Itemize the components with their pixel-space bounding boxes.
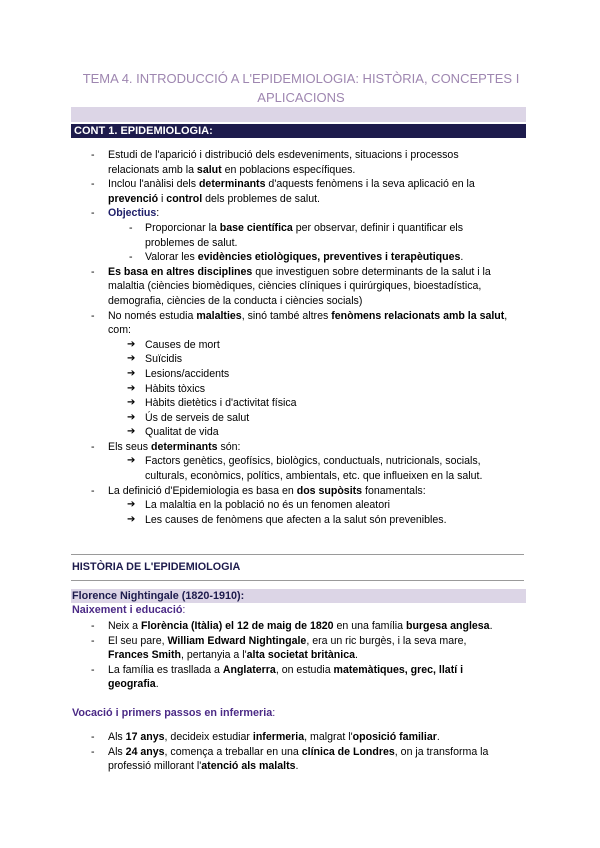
text: Inclou l'anàlisi dels determinants d'aquests fenòmens i la seva aplicació en la xyxy=(108,178,475,191)
text: demografia, ciències de la conducta i ciències socials) xyxy=(108,294,363,307)
sub-bullet-line xyxy=(0,250,600,265)
bullet-line xyxy=(0,663,600,678)
bullet-line xyxy=(0,484,600,499)
arrow-item xyxy=(0,367,600,382)
text: Als 24 anys, comença a treballar en una clínica de Londres, on ja transforma la xyxy=(108,745,489,758)
bullet-line xyxy=(0,440,600,455)
arrow-icon: ➔ xyxy=(127,499,136,511)
arrow-item xyxy=(0,425,600,440)
section-content xyxy=(0,148,600,527)
bullet-line-continued xyxy=(0,759,600,774)
arrow-item xyxy=(0,338,600,353)
dash-marker: - xyxy=(91,484,95,497)
text: problemes de salut. xyxy=(145,236,238,249)
document-title: TEMA 4. INTRODUCCIÓ A L'EPIDEMIOLOGIA: HISTÒRIA, CONCEPTES I APLICACIONS xyxy=(82,71,520,105)
arrow-item xyxy=(0,513,600,528)
vocacio-list xyxy=(0,730,600,774)
dash-marker: - xyxy=(91,178,95,191)
bullet-line xyxy=(0,730,600,745)
bullet-line-continued xyxy=(0,323,600,338)
arrow-icon: ➔ xyxy=(127,367,136,379)
arrow-icon: ➔ xyxy=(127,426,136,438)
dash-marker: - xyxy=(129,221,133,234)
sub-bullet-line-continued xyxy=(0,236,600,251)
text: Factors genètics, geofísics, biològics, conductuals, nutricionals, socials, xyxy=(145,455,481,468)
text: com: xyxy=(108,324,131,337)
bullet-line-continued xyxy=(0,192,600,207)
text: Es basa en altres disciplines que investiguen sobre determinants de la salut i la xyxy=(108,265,491,278)
bullet-line xyxy=(0,309,600,324)
text: relacionats amb la salut en poblacions específiques. xyxy=(108,163,356,176)
arrow-item xyxy=(0,498,600,513)
text: Als 17 anys, decideix estudiar infermeria, malgrat l'oposició familiar. xyxy=(108,731,440,743)
arrow-icon: ➔ xyxy=(127,353,136,365)
naixement-list xyxy=(0,619,600,692)
text: Lesions/accidents xyxy=(145,367,230,380)
arrow-item xyxy=(0,411,600,426)
section-heading-epidemiologia: CONT 1. EPIDEMIOLOGIA: xyxy=(71,124,526,138)
text: Estudi de l'aparició i distribució dels esdeveniments, situacions i processos xyxy=(108,149,459,161)
arrow-item xyxy=(0,454,600,469)
bullet-line-continued xyxy=(0,648,600,663)
bullet-line-continued xyxy=(0,279,600,294)
text: professió millorant l'atenció als malalts. xyxy=(108,760,299,773)
text: Hàbits tòxics xyxy=(145,382,206,395)
title-underline-band xyxy=(71,107,526,122)
dash-marker: - xyxy=(91,731,95,743)
bullet-line xyxy=(0,177,600,192)
text: Ús de serveis de salut xyxy=(145,411,250,424)
arrow-item xyxy=(0,382,600,397)
text: No només estudia malalties, sinó també altres fenòmens relacionats amb la salut, xyxy=(108,309,508,322)
text: Hàbits dietètics i d'activitat física xyxy=(145,397,297,410)
subheading-vocacio: Vocació i primers passos en infermeria: xyxy=(72,707,276,719)
dash-marker: - xyxy=(91,440,95,453)
text: El seu pare, William Edward Nightingale, era un ric burgès, i la seva mare, xyxy=(108,634,467,647)
text: prevenció i control dels problemes de salut. xyxy=(108,192,320,205)
text: Valorar les evidències etiològiques, preventives i terapèutiques. xyxy=(145,251,464,264)
bullet-line-continued xyxy=(0,677,600,692)
arrow-icon: ➔ xyxy=(127,382,136,394)
bullet-line-objectius xyxy=(0,206,600,221)
text: Qualitat de vida xyxy=(145,426,219,439)
text: La definició d'Epidemiologia es basa en dos supòsits fonamentals: xyxy=(108,484,426,497)
arrow-icon: ➔ xyxy=(127,513,136,525)
bullet-line-continued xyxy=(0,163,600,178)
divider-line xyxy=(71,580,524,581)
dash-marker: - xyxy=(91,663,95,676)
text: Les causes de fenòmens que afecten a la salut són prevenibles. xyxy=(145,513,447,526)
arrow-icon: ➔ xyxy=(127,411,136,423)
arrow-item xyxy=(0,396,600,411)
text: culturals, econòmics, polítics, ambientals, etc. que influeixen en la salut. xyxy=(145,470,483,483)
text: malaltia (ciències biomèdiques, ciències clíniques i quirúrgiques, bioestadística, xyxy=(108,280,482,293)
dash-marker: - xyxy=(129,251,133,264)
bullet-line xyxy=(0,745,600,760)
text: La família es trasllada a Anglaterra, on estudia matemàtiques, grec, llatí i xyxy=(108,663,464,676)
dash-marker: - xyxy=(91,745,95,758)
arrow-icon: ➔ xyxy=(127,455,136,467)
text: Frances Smith, pertanyia a l'alta societat britànica. xyxy=(108,649,358,662)
dash-marker: - xyxy=(91,620,95,632)
text: Neix a Florència (Itàlia) el 12 de maig de 1820 en una família burgesa anglesa. xyxy=(108,620,493,632)
text: La malaltia en la població no és un fenomen aleatori xyxy=(145,499,390,512)
bullet-line xyxy=(0,265,600,280)
dash-marker: - xyxy=(91,207,95,220)
dash-marker: - xyxy=(91,149,95,161)
arrow-item xyxy=(0,352,600,367)
text: geografia. xyxy=(108,678,159,691)
text: Suïcidis xyxy=(145,353,183,366)
divider-line xyxy=(71,554,524,555)
person-heading: Florence Nightingale (1820-1910): xyxy=(72,590,245,602)
arrow-icon: ➔ xyxy=(127,397,136,409)
dash-marker: - xyxy=(91,634,95,647)
text: Causes de mort xyxy=(145,338,220,351)
bullet-line-continued xyxy=(0,294,600,309)
bullet-line xyxy=(0,148,600,163)
subheading-naixement: Naixement i educació: xyxy=(72,604,186,616)
arrow-item-continued xyxy=(0,469,600,484)
bullet-line xyxy=(0,634,600,649)
arrow-icon: ➔ xyxy=(127,338,136,350)
sub-bullet-line xyxy=(0,221,600,236)
history-heading: HISTÒRIA DE L'EPIDEMIOLOGIA xyxy=(72,561,241,573)
text: Proporcionar la base científica per observar, definir i quantificar els xyxy=(145,221,463,234)
dash-marker: - xyxy=(91,309,95,322)
text: Objectius: xyxy=(108,207,160,220)
text: Els seus determinants són: xyxy=(108,440,241,453)
dash-marker: - xyxy=(91,265,95,278)
bullet-line xyxy=(0,619,600,634)
